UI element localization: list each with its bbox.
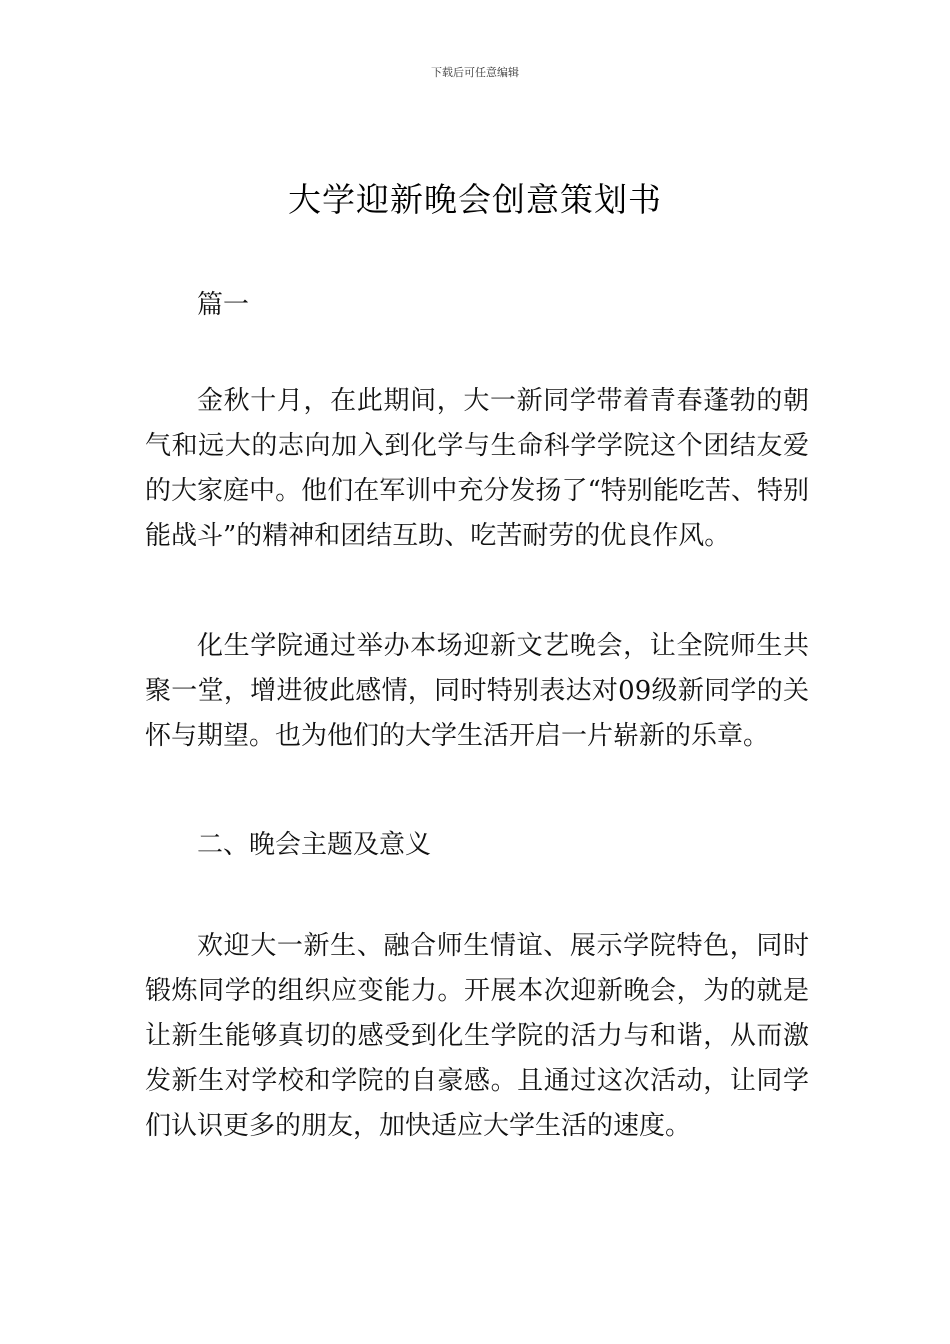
paragraph-intro-orientation: 金秋十月，在此期间，大一新同学带着青春蓬勃的朝气和远大的志向加入到化学与生命科学学院这个团结友爱的大家庭中。他们在军训中充分发扬了“特别能吃苦、特别能战斗”的精神和团结互助、吃苦耐劳的优良作风。 bbox=[145, 386, 809, 551]
section-heading-part-one: 篇一 bbox=[197, 290, 250, 320]
section-heading-theme: 二、晚会主题及意义 bbox=[197, 830, 432, 860]
page-header-note: 下载后可任意编辑 bbox=[431, 66, 519, 79]
paragraph-theme-meaning: 欢迎大一新生、融合师生情谊、展示学院特色，同时锻炼同学的组织应变能力。开展本次迎新晚会，为的就是让新生能够真切的感受到化生学院的活力与和谐，从而激发新生对学校和学院的自豪感。且通过这次活动，让同学们认识更多的朋友，加快适应大学生活的速度。 bbox=[145, 931, 809, 1141]
document-title: 大学迎新晚会创意策划书 bbox=[288, 180, 662, 219]
paragraph-intro-purpose: 化生学院通过举办本场迎新文艺晚会，让全院师生共聚一堂，增进彼此感情，同时特别表达对09级新同学的关怀与期望。也为他们的大学生活开启一片崭新的乐章。 bbox=[145, 631, 809, 751]
